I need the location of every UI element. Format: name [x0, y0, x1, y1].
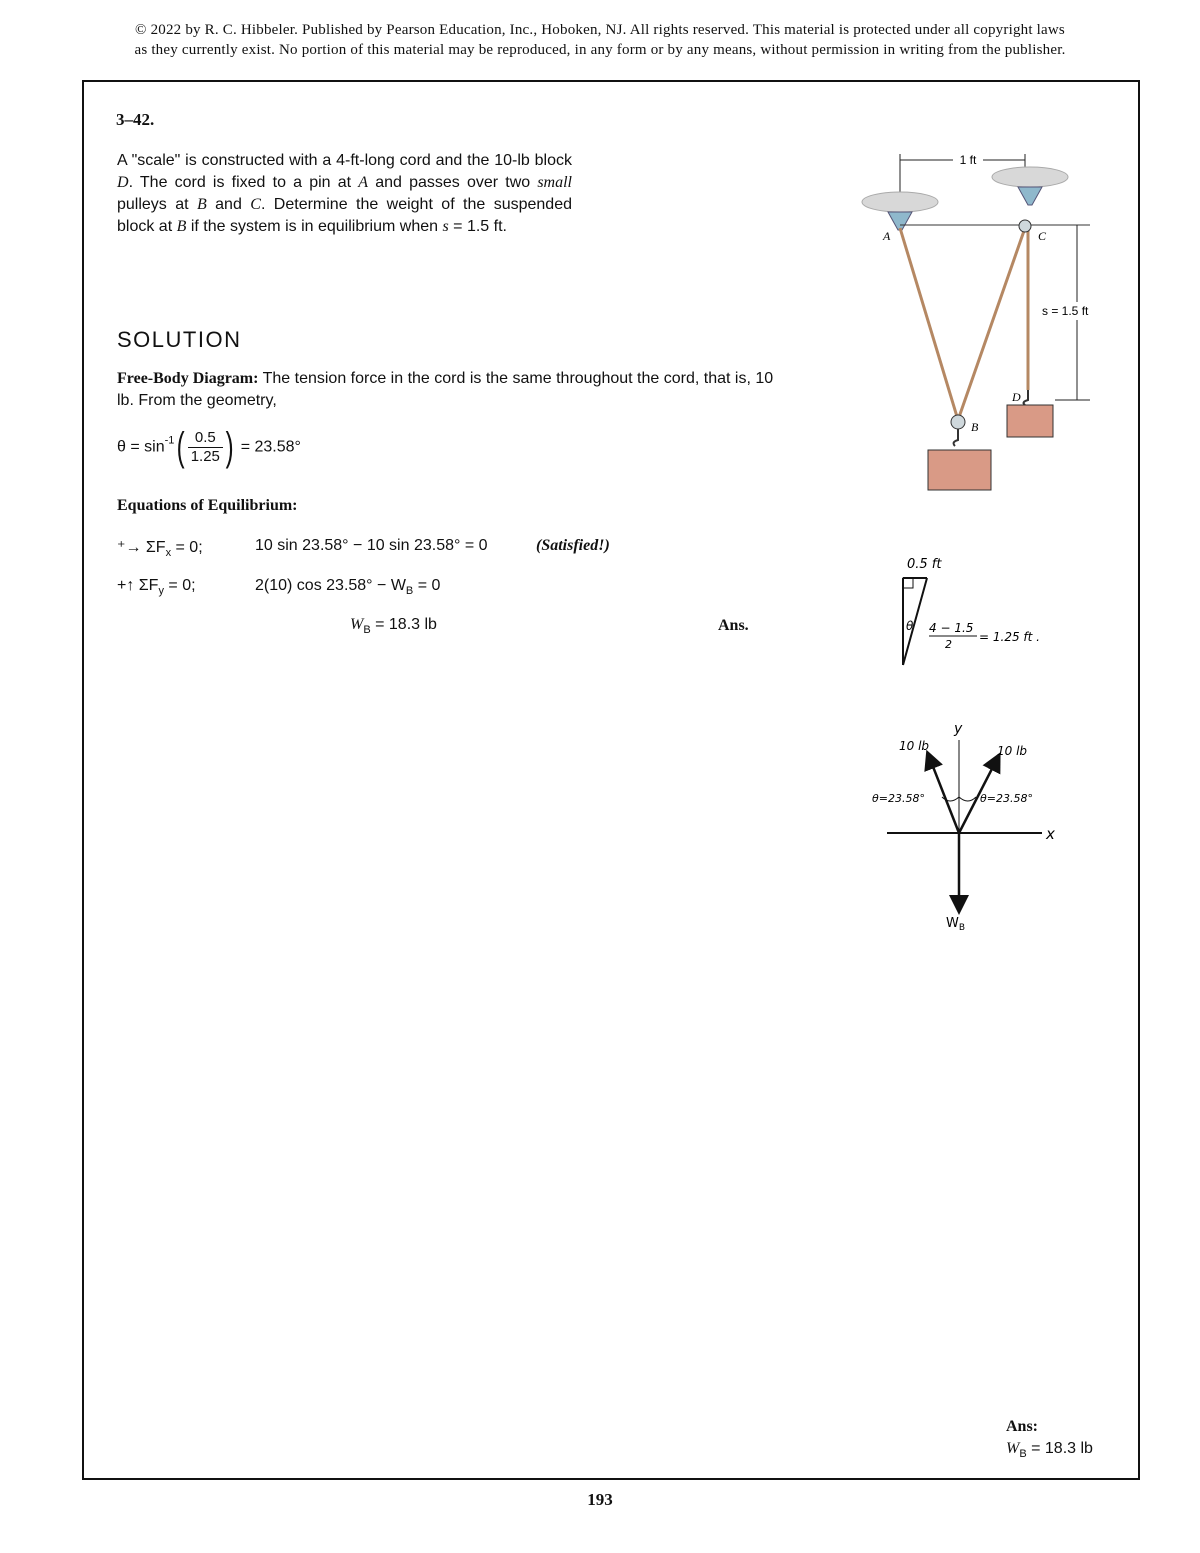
inverse-sup: -1: [164, 434, 175, 447]
label-a: A: [883, 229, 891, 243]
eq2-eq: = 0;: [163, 577, 196, 594]
eq2-lhs: +↑ ΣF: [117, 577, 159, 594]
label-c: C: [1038, 229, 1047, 243]
sketch-result: = 1.25 ft .: [979, 630, 1040, 644]
support-c: [1018, 187, 1042, 205]
solution-heading: SOLUTION: [117, 327, 242, 352]
satisfied-note: (Satisfied!): [536, 537, 610, 554]
dim-top-label: 1 ft: [959, 153, 977, 167]
statement-text: if the system is in equilibrium when: [186, 218, 443, 235]
fraction: [188, 429, 223, 466]
result-value: = 18.3 lb: [370, 616, 437, 633]
left-force-label: 10 lb: [899, 739, 930, 753]
sketch-den: 2: [945, 638, 952, 651]
eq2-rhs-b: = 0: [413, 577, 441, 594]
result-sub: B: [363, 624, 371, 637]
force-sketch: [862, 715, 1072, 935]
var-a: A: [358, 174, 369, 191]
pulley-b: [951, 415, 965, 429]
var-b: B: [196, 196, 207, 213]
statement-text: A "scale" is constructed with a 4-ft-long cord and the 10-lb block: [117, 152, 572, 169]
theta-rhs: = 23.58°: [240, 438, 301, 456]
theta-equation: [117, 425, 301, 475]
block-d: [1007, 405, 1053, 437]
theta-lhs: θ = sin: [117, 438, 165, 456]
copyright-line-1: © 2022 by R. C. Hibbeler. Published by Pearson Education, Inc., Hoboken, NJ. All rights reserved. This material is protected under all copyright laws: [135, 22, 1065, 38]
var-c: C: [250, 196, 261, 213]
final-ans-label: Ans:: [1006, 1418, 1039, 1435]
ceiling-right: [992, 167, 1068, 187]
sketch-num: 4 − 1.5: [929, 621, 974, 635]
ans-label: Ans.: [718, 617, 749, 634]
fbd-label: Free-Body Diagram:: [117, 370, 259, 387]
statement-text: . Determine the weight of the suspended block at: [117, 196, 572, 235]
statement-text: . The cord is fixed to a pin at: [128, 174, 359, 191]
weight-label: [946, 916, 965, 933]
sketch-theta: θ: [906, 619, 914, 633]
eq1-lhs: ⁺→ ΣF: [117, 539, 166, 556]
fraction-denominator: 1.25: [190, 448, 220, 465]
fraction-numerator: 0.5: [188, 429, 223, 448]
final-ans-value: [1006, 1438, 1093, 1465]
sketch-top-label: 0.5 ft: [907, 557, 942, 572]
block-b: [928, 450, 991, 490]
fbd-text: The tension force in the cord is the same throughout the cord, that is, 10 lb. From the geometry,: [117, 370, 774, 409]
dim-s-label: s = 1.5 ft: [1042, 304, 1089, 318]
result-w: W: [350, 616, 364, 633]
result-wb: [350, 616, 437, 636]
left-angle-label: θ=23.58°: [872, 792, 925, 805]
pulley-c: [1019, 220, 1031, 232]
eq2-rhs-a: 2(10) cos 23.58° − W: [255, 577, 406, 594]
copyright-line-2: as they currently exist. No portion of this material may be reproduced, in any form or by any means, without permission in writing from the publisher.: [134, 42, 1066, 58]
emphasis-small: small: [537, 174, 572, 191]
statement-text: pulleys at: [117, 196, 197, 213]
fbd-paragraph: [117, 368, 777, 412]
support-a: [888, 212, 912, 230]
equilibrium-heading: Equations of Equilibrium:: [117, 497, 298, 514]
weight-w: W: [946, 916, 959, 931]
y-axis-label: y: [954, 721, 963, 737]
final-ans-rhs: = 18.3 lb: [1026, 1440, 1093, 1457]
final-ans-w: W: [1006, 1440, 1020, 1457]
final-ans-sub: B: [1019, 1448, 1027, 1461]
eq1-sub: x: [165, 547, 172, 560]
var-d: D: [117, 174, 129, 191]
paren-open: (: [177, 425, 186, 469]
left-force-arrow: [930, 759, 959, 833]
eq1-rhs: 10 sin 23.58° − 10 sin 23.58° = 0: [255, 537, 488, 554]
weight-sub: B: [958, 923, 966, 933]
right-angle-arc: [959, 797, 976, 801]
cord-ab: [900, 228, 958, 420]
label-d: D: [1012, 390, 1021, 404]
eq1-eq: = 0;: [171, 539, 203, 556]
statement-text: and: [206, 196, 251, 213]
var-s: s: [442, 218, 449, 235]
hook-b: [954, 429, 958, 446]
x-axis-label: x: [1046, 825, 1055, 843]
page-number: 193: [587, 1490, 613, 1509]
eq2-rhs: [255, 577, 440, 597]
scale-figure: [855, 150, 1125, 495]
paren-close: ): [225, 425, 234, 469]
problem-number: 3–42.: [116, 110, 155, 129]
problem-statement: [117, 150, 572, 238]
hook-d: [1024, 390, 1028, 405]
right-angle-mark: [903, 578, 913, 588]
eq2-rhs-sub: B: [405, 585, 414, 598]
var-b: B: [176, 218, 187, 235]
label-b: B: [971, 420, 979, 434]
ceiling-left: [862, 192, 938, 212]
statement-text: = 1.5 ft.: [448, 218, 507, 235]
geometry-sketch: [895, 550, 1065, 675]
eq-sum-fy: [117, 577, 196, 597]
copyright-notice: [60, 20, 1140, 60]
final-answer: [1006, 1416, 1093, 1465]
eq2-sub: y: [158, 585, 164, 598]
right-angle-label: θ=23.58°: [980, 792, 1033, 805]
statement-text: and passes over two: [368, 174, 538, 191]
right-force-label: 10 lb: [997, 744, 1028, 758]
eq-sum-fx: [117, 537, 203, 559]
